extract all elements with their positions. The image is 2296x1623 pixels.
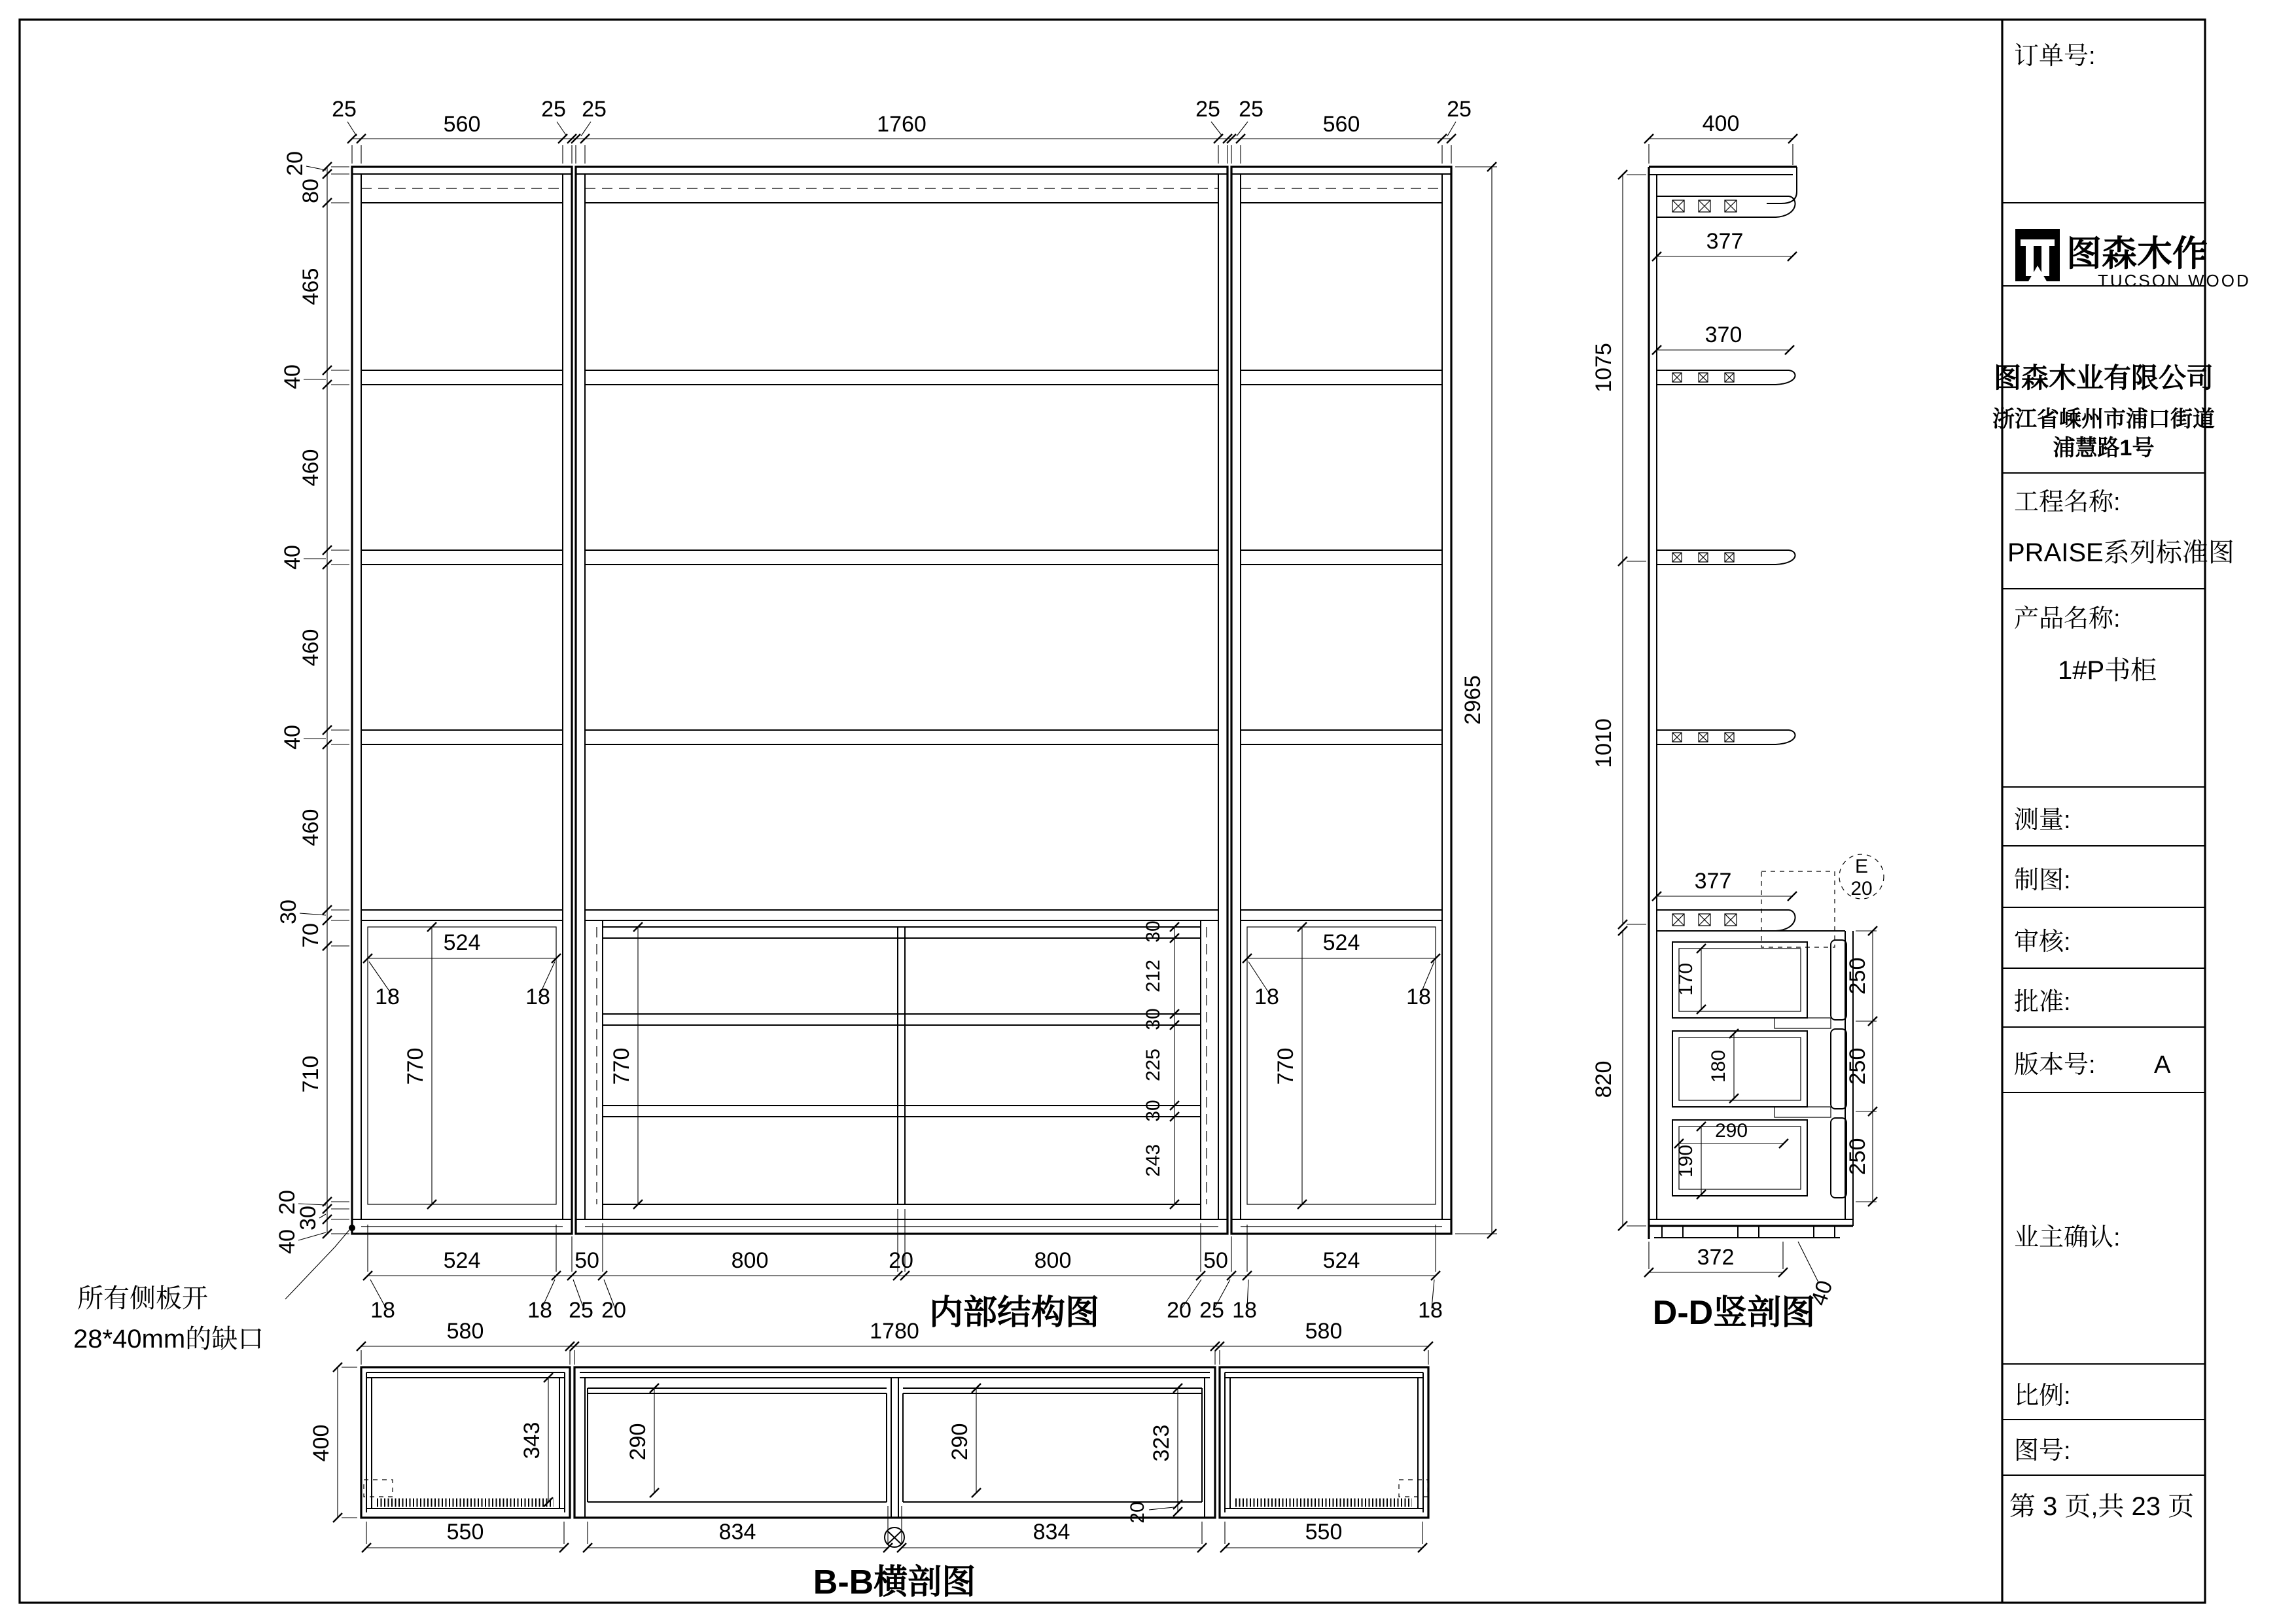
product-label: 产品名称: [2014, 605, 2121, 633]
dim-label: 40 [280, 545, 305, 570]
company-address-2: 浦慧路1号 [2053, 436, 2155, 461]
dim-label: 18 [370, 1298, 395, 1323]
front-view-title: 内部结构图 [928, 1294, 1100, 1332]
dim-label: 465 [298, 268, 323, 305]
dim-label: 20 [1127, 1501, 1148, 1524]
dim-label: 18 [1254, 985, 1279, 1009]
dim-label: 400 [1702, 111, 1740, 136]
dim-label: 460 [298, 809, 323, 846]
dim-label: 70 [298, 923, 323, 948]
dim-label: 30 [1142, 1008, 1164, 1030]
dim-label: 25 [541, 97, 566, 122]
dim-label: 30 [296, 1206, 321, 1230]
dim-label: 770 [1273, 1047, 1298, 1085]
dim-label: 20 [283, 151, 308, 176]
title-block [1992, 43, 2251, 1521]
dim-label: 290 [947, 1423, 972, 1461]
logo-mark [2015, 229, 2060, 281]
project-value: PRAISE系列标准图 [2007, 538, 2234, 567]
dim-label: 20 [601, 1298, 626, 1323]
front-dim-ticks [323, 134, 1496, 1351]
detail-marker-e [1761, 854, 1884, 947]
note-line-2: 28*40mm的缺口 [73, 1325, 264, 1353]
dim-label: 524 [1322, 930, 1360, 955]
detail-value: 20 [1850, 878, 1873, 899]
bb-hidden-detail [364, 1480, 393, 1497]
dim-label: 290 [626, 1423, 650, 1461]
logo-subtext: TUCSON WOOD [2098, 271, 2251, 290]
measure-label: 测量: [2014, 807, 2071, 834]
dim-label: 460 [298, 629, 323, 667]
dim-label: 50 [1203, 1248, 1228, 1273]
dim-label: 243 [1142, 1143, 1164, 1178]
dim-label: 18 [375, 985, 400, 1009]
dim-label: 524 [443, 1248, 481, 1273]
dim-label: 524 [1322, 1248, 1360, 1273]
dim-label: 250 [1845, 1138, 1870, 1176]
dim-label: 580 [446, 1319, 484, 1344]
bb-section-view [309, 1363, 1428, 1601]
dim-label: 770 [609, 1047, 634, 1085]
dim-label: 25 [1447, 97, 1472, 122]
dim-label: 40 [1806, 1277, 1838, 1309]
logo-text: 图森木作 [2066, 234, 2208, 273]
version-label: 版本号: [2014, 1051, 2096, 1079]
dim-label: 18 [525, 985, 550, 1009]
dim-label: 225 [1142, 1048, 1164, 1082]
dim-label: 800 [1034, 1248, 1072, 1273]
dim-label: 400 [309, 1424, 334, 1462]
dim-label: 18 [1406, 985, 1431, 1009]
order-label: 订单号: [2014, 43, 2096, 70]
dim-label: 20 [275, 1190, 300, 1215]
version-value: A [2154, 1051, 2171, 1079]
dd-view-title: D-D竖剖图 [1652, 1294, 1816, 1332]
dim-label: 190 [1675, 1144, 1697, 1178]
dim-label: 30 [1142, 920, 1164, 943]
dim-label: 18 [1418, 1298, 1443, 1323]
detail-letter: E [1854, 856, 1869, 877]
front-dim-lines [327, 139, 1492, 1346]
dim-label: 40 [280, 364, 305, 389]
dim-label: 25 [582, 97, 607, 122]
dim-label: 40 [280, 725, 305, 750]
dim-label: 524 [443, 930, 481, 955]
dim-label: 290 [1714, 1120, 1748, 1142]
dim-label: 25 [1195, 97, 1220, 122]
dim-label: 212 [1142, 959, 1164, 993]
scale-label: 比例: [2014, 1382, 2071, 1410]
dd-heavy-lines [1649, 167, 1853, 1239]
front-view [73, 97, 1497, 1365]
dim-label: 377 [1706, 229, 1744, 254]
company-name: 图森木业有限公司 [1993, 362, 2214, 393]
dim-label: 800 [731, 1248, 769, 1273]
owner-confirm-label: 业主确认: [2014, 1224, 2121, 1251]
dim-label: 30 [1142, 1100, 1164, 1122]
dim-label: 560 [1322, 112, 1360, 137]
dim-label: 770 [403, 1047, 428, 1085]
dim-label: 820 [1591, 1060, 1616, 1098]
dim-label: 25 [1239, 97, 1263, 122]
dim-label: 1760 [877, 112, 927, 137]
figure-no-label: 图号: [2014, 1437, 2071, 1465]
dim-label: 25 [1199, 1298, 1224, 1323]
bb-view-title: B-B横剖图 [813, 1563, 976, 1601]
front-extension-lines [331, 145, 1497, 1365]
dim-label: 460 [298, 449, 323, 487]
dim-overall-height: 2965 [1460, 675, 1485, 725]
dim-label: 20 [1167, 1298, 1192, 1323]
bb-dim-lines [338, 1367, 1422, 1548]
dim-label: 20 [889, 1248, 913, 1273]
dim-label: 1780 [870, 1319, 919, 1344]
dim-label: 250 [1845, 957, 1870, 995]
dim-label: 560 [443, 112, 481, 137]
dim-label: 25 [332, 97, 357, 122]
dim-label: 1010 [1591, 718, 1616, 768]
dim-label: 550 [1305, 1520, 1343, 1544]
dim-label: 40 [275, 1229, 300, 1254]
dim-label: 50 [574, 1248, 599, 1273]
dim-label: 18 [527, 1298, 552, 1323]
dd-section-view [1591, 111, 1884, 1332]
page-info: 第 3 页,共 23 页 [2009, 1492, 2195, 1521]
dim-label: 323 [1149, 1424, 1174, 1462]
bb-dim-ticks [333, 1363, 1427, 1552]
front-dim-leaders [298, 122, 1456, 1308]
product-value: 1#P书柜 [2058, 656, 2157, 685]
check-label: 审核: [2014, 928, 2071, 956]
dim-label: 170 [1675, 962, 1697, 996]
dim-label: 834 [718, 1520, 756, 1544]
dim-label: 25 [569, 1298, 593, 1323]
dim-label: 370 [1704, 323, 1742, 347]
dim-label: 580 [1305, 1319, 1343, 1344]
draft-label: 制图: [2014, 867, 2071, 894]
dim-label: 710 [298, 1055, 323, 1093]
project-label: 工程名称: [2014, 489, 2121, 516]
dim-label: 834 [1033, 1520, 1070, 1544]
dd-dim-lines [1623, 139, 1877, 1283]
dim-label: 180 [1708, 1049, 1729, 1083]
side-panel-note [73, 1225, 355, 1353]
approve-label: 批准: [2014, 988, 2071, 1016]
dim-label: 1075 [1591, 343, 1616, 393]
dd-structure-lines [1649, 167, 1853, 1238]
sheet-border [20, 20, 2205, 1603]
dim-label: 80 [298, 179, 323, 203]
dd-bracket-boxes [1672, 200, 1737, 926]
dim-label: 372 [1697, 1245, 1735, 1270]
dim-label: 30 [276, 899, 301, 924]
dim-label: 250 [1845, 1047, 1870, 1085]
dim-label: 377 [1694, 869, 1732, 894]
dim-label: 343 [520, 1422, 544, 1459]
note-line-1: 所有侧板开 [77, 1284, 208, 1313]
company-logo [2015, 229, 2251, 290]
dim-label: 18 [1232, 1298, 1257, 1323]
dim-label: 550 [446, 1520, 484, 1544]
company-address-1: 浙江省嵊州市浦口街道 [1992, 407, 2215, 432]
